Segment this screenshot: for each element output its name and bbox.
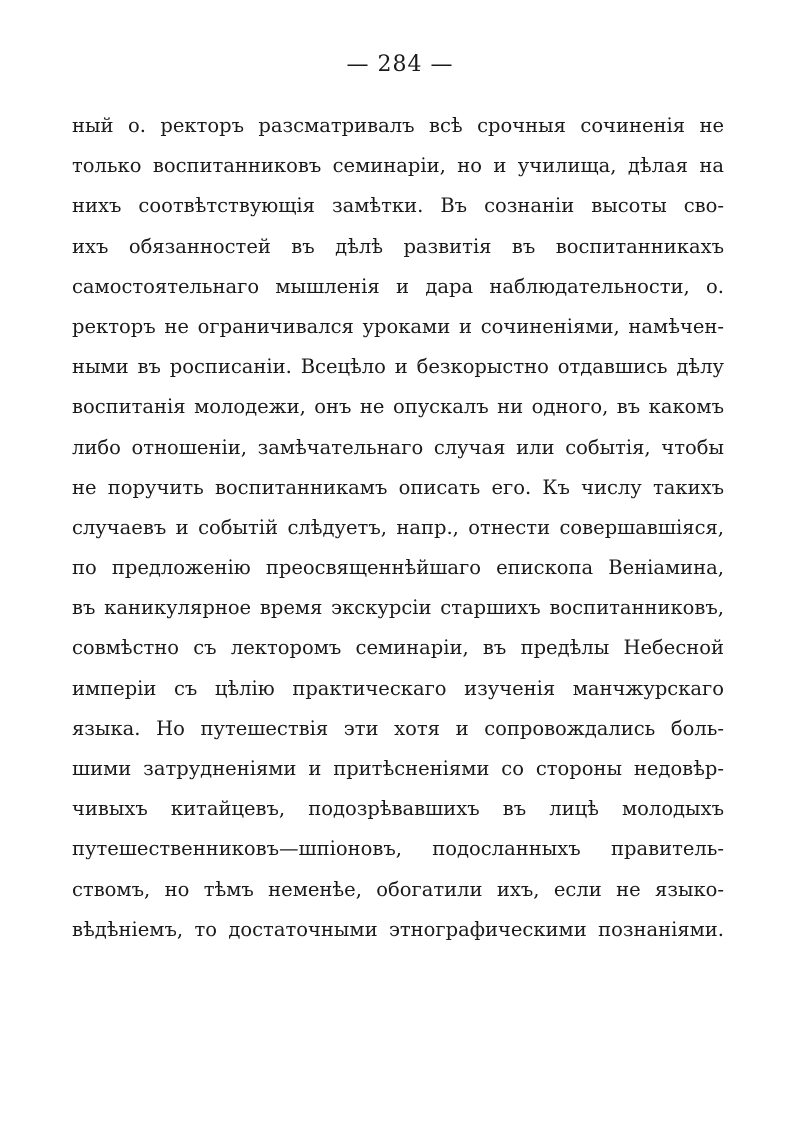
text-line: ный о. ректоръ разсматривалъ всѣ срочныя сочиненія не [72, 114, 724, 137]
text-line: шими затрудненіями и притѣсненіями со стороны недовѣр- [72, 757, 724, 780]
text-line: вѣдѣніемъ, то достаточными этнографическими познаніями. [72, 917, 724, 941]
text-line: имперіи съ цѣлію практическаго изученія манчжурскаго [72, 676, 724, 700]
text-line: воспитанія молодежи, онъ не опускалъ ни одного, въ какомъ [72, 395, 724, 419]
text-line: ихъ обязанностей въ дѣлѣ развитія въ воспитанникахъ [72, 234, 724, 258]
text-line: по предложенію преосвященнѣйшаго епископа Веніамина, [72, 556, 724, 580]
text-line: только воспитанниковъ семинаріи, но и училища, дѣлая на [72, 154, 724, 178]
body-text [72, 106, 724, 950]
text-line: путешественниковъ—шпіоновъ, подосланныхъ правитель- [72, 837, 724, 861]
text-line: самостоятельнаго мышленія и дара наблюдательности, о. [72, 274, 724, 298]
text-line: не поручить воспитанникамъ описать его. Къ числу такихъ [72, 475, 724, 499]
text-line: въ каникулярное время экскурсіи старшихъ воспитанниковъ, [72, 596, 724, 620]
page-number: — 284 — [346, 52, 454, 77]
text-line: нихъ соотвѣтствующія замѣтки. Въ сознаніи высоты сво- [72, 194, 724, 218]
text-line: ректоръ не ограничивался уроками и сочиненіями, намѣчен- [72, 314, 724, 338]
text-line: языка. Но путешествія эти хотя и сопровождались боль- [72, 716, 724, 740]
text-line: либо отношеніи, замѣчательнаго случая или событія, чтобы [72, 435, 724, 459]
text-line: чивыхъ китайцевъ, подозрѣвавшихъ въ лицѣ молодыхъ [72, 797, 724, 821]
text-line: ствомъ, но тѣмъ неменѣе, обогатили ихъ, если не языко- [72, 877, 724, 901]
text-line: случаевъ и событій слѣдуетъ, напр., отнести совершавшіяся, [72, 515, 724, 539]
text-line: совмѣстно съ лекторомъ семинаріи, въ предѣлы Небесной [72, 636, 724, 660]
text-line: ными въ росписаніи. Всецѣло и безкорыстно отдавшись дѣлу [72, 355, 724, 379]
